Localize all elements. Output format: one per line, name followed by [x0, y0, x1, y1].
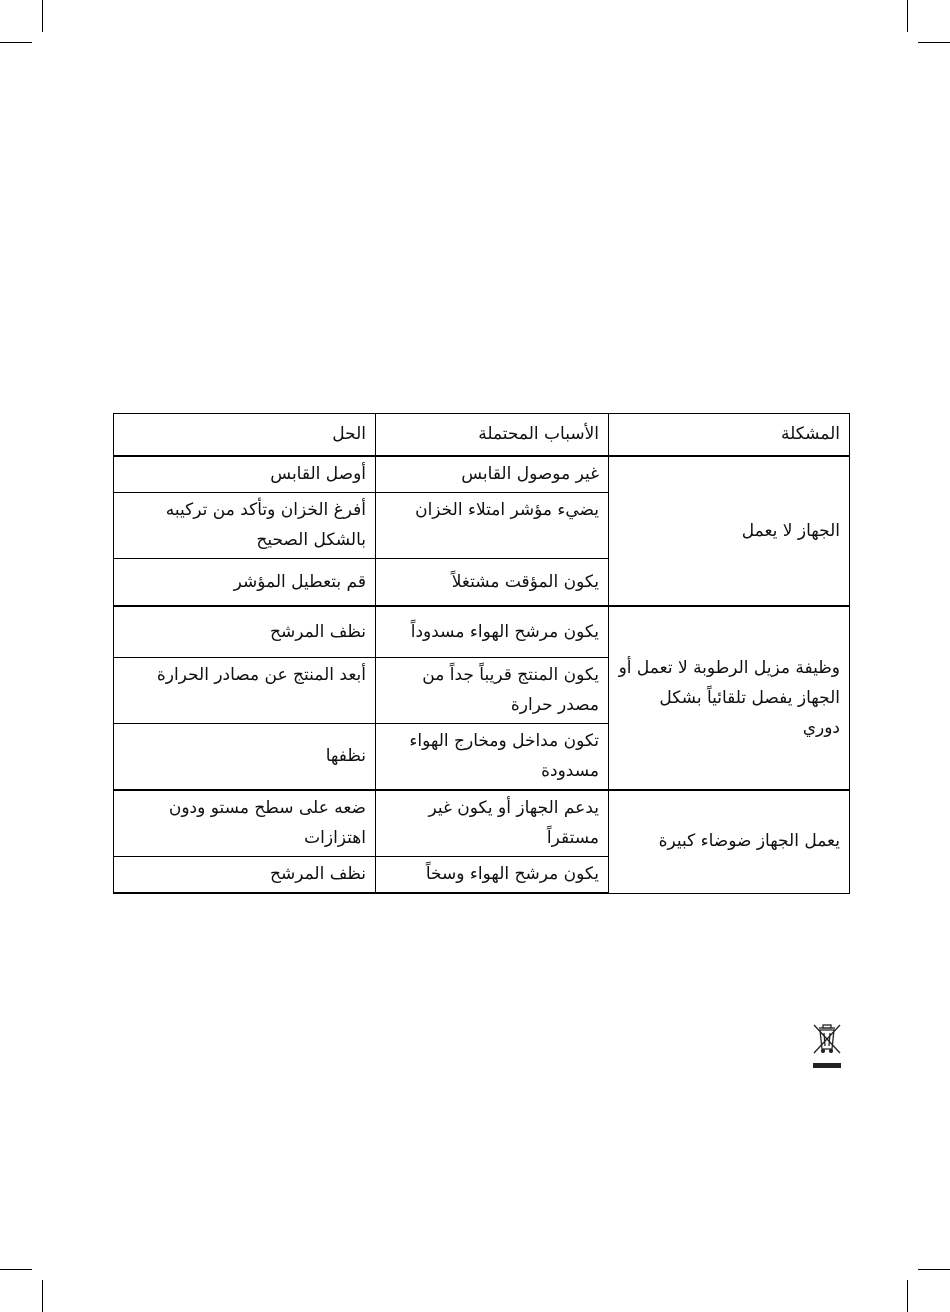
header-problem: المشكلة — [609, 414, 850, 457]
solution-cell: نظف المرشح — [114, 857, 376, 894]
table-row — [114, 790, 850, 857]
table-header-row — [114, 414, 850, 457]
solution-cell: نظف المرشح — [114, 606, 376, 658]
solution-cell: ضعه على سطح مستو ودون اهتزازات — [114, 790, 376, 857]
solution-cell: أوصل القابس — [114, 456, 376, 493]
problem-cell: وظيفة مزيل الرطوبة لا تعمل أو الجهاز يفصل تلقائياً بشكل دوري — [609, 606, 850, 790]
cause-cell: يكون المنتج قريباً جداً من مصدر حرارة — [376, 658, 609, 724]
header-causes: الأسباب المحتملة — [376, 414, 609, 457]
problem-cell: الجهاز لا يعمل — [609, 456, 850, 606]
troubleshooting-table — [113, 413, 850, 894]
solution-cell: أفرغ الخزان وتأكد من تركيبه بالشكل الصحيح — [114, 493, 376, 559]
crop-mark — [42, 0, 43, 32]
cause-cell: يضيء مؤشر امتلاء الخزان — [376, 493, 609, 559]
crop-mark — [0, 42, 32, 43]
table-row — [114, 456, 850, 493]
cause-cell: يكون المؤقت مشتغلاً — [376, 559, 609, 607]
solution-cell: نظفها — [114, 724, 376, 791]
crossed-out-wheeled-bin-icon — [810, 1022, 844, 1072]
crop-mark — [907, 1280, 908, 1312]
crop-mark — [918, 1269, 950, 1270]
cause-cell: غير موصول القابس — [376, 456, 609, 493]
crop-mark — [0, 1269, 32, 1270]
cause-cell: يكون مرشح الهواء وسخاً — [376, 857, 609, 894]
cause-cell: تكون مداخل ومخارج الهواء مسدودة — [376, 724, 609, 791]
weee-symbol — [810, 1022, 844, 1072]
table-row — [114, 606, 850, 658]
cause-cell: يدعم الجهاز أو يكون غير مستقراً — [376, 790, 609, 857]
crop-mark — [918, 42, 950, 43]
cause-cell: يكون مرشح الهواء مسدوداً — [376, 606, 609, 658]
header-solution: الحل — [114, 414, 376, 457]
problem-cell: يعمل الجهاز ضوضاء كبيرة — [609, 790, 850, 893]
crop-mark — [42, 1280, 43, 1312]
solution-cell: أبعد المنتج عن مصادر الحرارة — [114, 658, 376, 724]
solution-cell: قم بتعطيل المؤشر — [114, 559, 376, 607]
crop-mark — [907, 0, 908, 32]
